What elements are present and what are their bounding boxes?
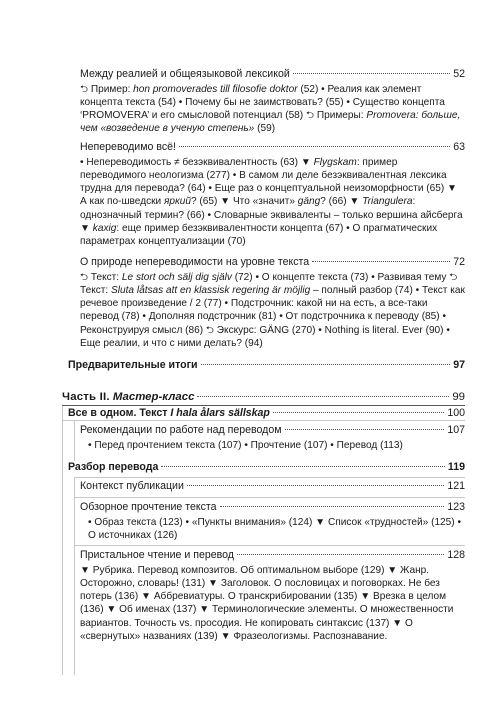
toc-entry-razbor[interactable] — [68, 461, 465, 475]
page-number: 107 — [447, 424, 465, 436]
dot-leader — [312, 261, 450, 262]
frame-line — [74, 545, 465, 546]
dot-leader — [285, 429, 445, 430]
frame-line — [74, 477, 75, 675]
entry-description: • Образ текста (123) • «Пункты внимания» (124) ▼ Список «трудностей» (125) • О источниках (126) — [88, 516, 461, 541]
toc-entry-prelim[interactable] — [68, 359, 465, 373]
page-number: 123 — [447, 501, 465, 513]
page-number: 97 — [453, 359, 465, 371]
page-number: 121 — [447, 480, 465, 492]
entry-title: Непереводимо всё! — [80, 141, 176, 153]
entry-title: Все в одном. Текст I hala ålars sällskap — [68, 407, 270, 419]
toc-entry-reco[interactable] — [80, 424, 465, 452]
dot-leader — [220, 506, 445, 507]
page-number: 72 — [453, 256, 465, 268]
entry-title: Между реалией и общеязыковой лексикой — [80, 68, 290, 80]
part-heading: Часть II. Мастер-класс — [62, 391, 195, 403]
frame-line — [74, 420, 75, 461]
entry-title: Обзорное прочтение текста — [80, 501, 217, 513]
dot-leader — [293, 73, 450, 74]
dot-leader — [237, 554, 444, 555]
entry-title: О природе непереводимости на уровне текста — [80, 256, 310, 268]
page-number: 100 — [447, 407, 465, 419]
dot-leader — [187, 485, 444, 486]
entry-description: • Перед прочтением текста (107) • Прочтение (107) • Перевод (113) — [88, 439, 403, 451]
dot-leader — [201, 364, 451, 365]
frame-line — [62, 406, 63, 675]
page-number: 63 — [453, 141, 465, 153]
page-number: 128 — [447, 549, 465, 561]
entry-title: Пристальное чтение и перевод — [80, 549, 234, 561]
entry-description: ⮌ Текст: Le stort och sälj dig själv (72) • О концепте текста (73) • Развивая тему ⮌ Текст: Sluta låtsas att en klassisk regering är möjlig – полный разбор (74) • Текст как речевое произведение / 2 (77) • Подстрочник: какой ни на есть, а все-таки перевод (78) • Дополняя подстрочник (81) • От подстрочника к переводу (85) • Реконструируя смысл (86) ⮌ Экскурс: GÄNG (270) • Nothing is literal. Ever (90) • Еще реалии, и что с ними делать? (94) — [80, 271, 465, 350]
page-number: 119 — [447, 461, 465, 473]
entry-description: ⮌ Пример: hon promoverades till filosofie doktor (52) • Реалия как элемент концепта текста (54) • Почему бы не заимствовать? (55) • Существо концепта ‘PROMOVERA’ и его смысловой потенциал (58) ⮌ Примеры: Promovera: больше, чем «возведение в ученую степень» (59) — [80, 83, 461, 135]
dot-leader — [161, 466, 445, 467]
entry-title: Рекомендации по работе над переводом — [80, 424, 282, 436]
toc-entry-section1[interactable] — [80, 68, 465, 136]
toc-entry-part2[interactable] — [62, 391, 465, 405]
page-number: 52 — [453, 68, 465, 80]
page-number: 99 — [452, 391, 465, 403]
entry-title: Разбор перевода — [68, 461, 159, 473]
dot-leader — [179, 146, 450, 147]
frame-line — [74, 477, 465, 478]
toc-entry-allinone[interactable] — [68, 407, 465, 421]
dot-leader — [197, 396, 449, 397]
entry-title: Контекст публикации — [80, 480, 184, 492]
toc-entry-close[interactable] — [80, 549, 465, 643]
toc-entry-section3[interactable] — [80, 256, 465, 350]
dot-leader — [273, 412, 444, 413]
toc-entry-context[interactable] — [80, 480, 465, 494]
part-rule — [62, 405, 465, 406]
entry-description: ▼ Рубрика. Перевод композитов. Об оптимальном выборе (129) ▼ Жанр. Осторожно, словарь! (131) ▼ Заголовок. О пословицах и поговорках. Не без потерь (136) ▼ Аббревиатуры. О транскрибировании (135) ▼ Врезка в целом (136) ▼ Об именах (137) ▼ Терминологические элементы. О множественности вариантов. Точность vs. просодия. Не копировать синтаксис (137) ▼ О «свернутых» названиях (139) ▼ Фразеологизмы. Распознавание. — [80, 564, 454, 643]
frame-line — [74, 497, 465, 498]
toc-entry-overview[interactable] — [80, 501, 465, 542]
entry-description: • Непереводимость ≠ безэквивалентность (63) ▼ Flygskam: пример переводимого неологизма (277) • В самом ли деле безэквивалентная лексика трудна для перевода? (64) • Еще раз о концептуальной неизоморфности (65) ▼ А как по-шведски яркий? (65) ▼ Что «значит» gäng? (66) ▼ Triangulera: однозначный термин? (66) • Словарные эквиваленты – только вершина айсберга ▼ kaxig: еще пример безэквивалентности концепта (67) • О прагматических параметрах концептуализации (70) — [80, 156, 463, 248]
toc-entry-section2[interactable] — [80, 141, 465, 249]
entry-title: Предварительные итоги — [68, 359, 198, 371]
